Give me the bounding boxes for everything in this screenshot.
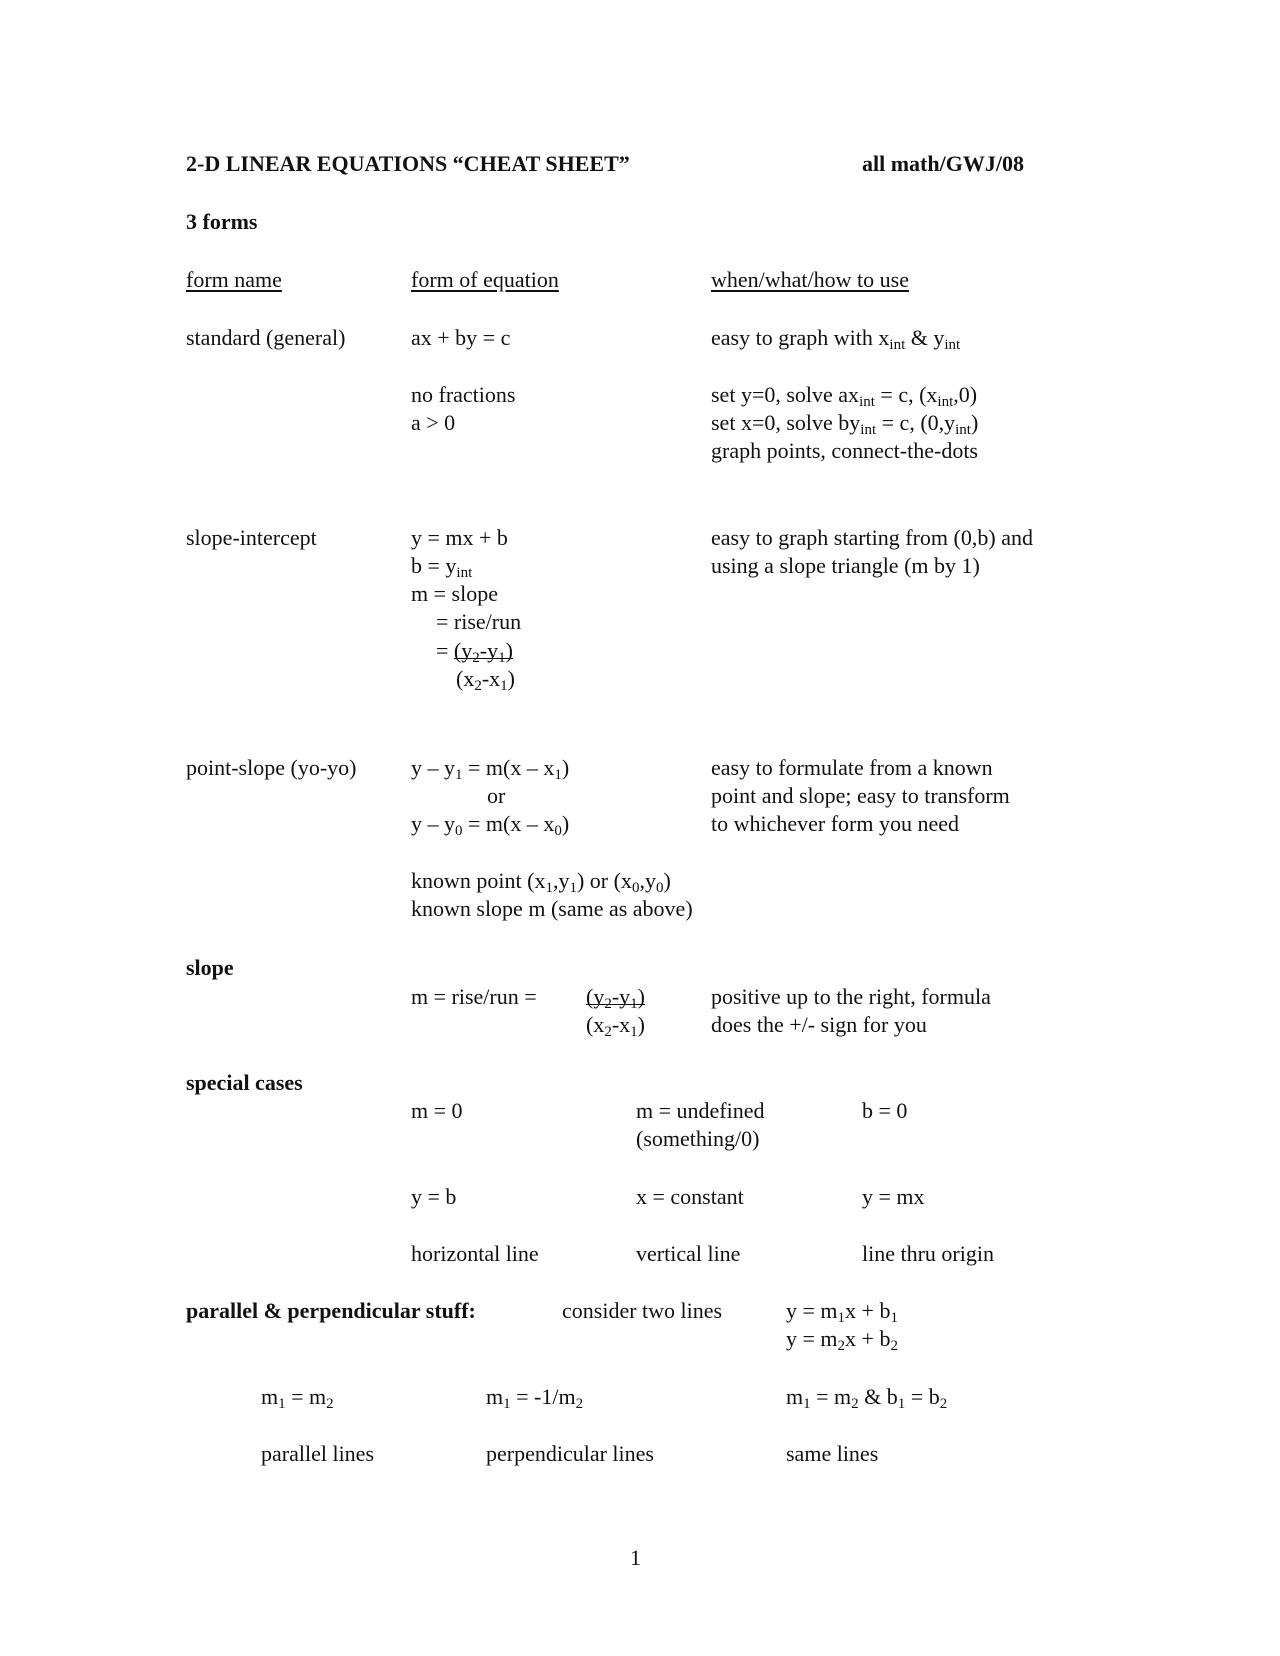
same-lines-condition: $m_1 = m_2$ & $b_1 = b_2$ <box>786 1384 948 1412</box>
special-case-origin-equation: y = mx <box>862 1184 925 1209</box>
standard-form-equation: ax + by = c <box>411 325 511 350</box>
slope-intercept-fraction-denominator: $(x_2-x_1)$ <box>456 666 515 694</box>
parallel-condition: $m_1 = m_2$ <box>261 1384 334 1412</box>
slope-formula-numerator: $(y_2-y_1)$ <box>586 984 645 1012</box>
parallel-consider-two-lines: consider two lines <box>562 1298 723 1323</box>
special-case-vertical-description: vertical line <box>636 1241 741 1266</box>
special-case-origin-condition: b = 0 <box>862 1098 908 1123</box>
standard-step-y-intercept: set x=0, solve $by_{int} = c$, $(0,y_{int})$ <box>711 410 979 438</box>
slope-intercept-equation: y = mx + b <box>411 525 508 550</box>
document-title: 2-D LINEAR EQUATIONS “CHEAT SHEET” <box>186 151 630 176</box>
slope-intercept-usage-line1: easy to graph starting from (0,b) and <box>711 525 1033 550</box>
point-slope-equation-2: $y - y_0 = m(x - x_0)$ <box>411 811 570 839</box>
slope-intercept-m-definition: m = slope <box>411 581 498 606</box>
slope-formula: m = rise/run = <box>411 984 537 1009</box>
standard-note-a-positive: a > 0 <box>411 410 456 435</box>
section-heading-forms: 3 forms <box>186 209 258 234</box>
page-number: 1 <box>630 1545 641 1570</box>
slope-intercept-b-definition: $b = y_{int}$ <box>411 553 473 581</box>
section-heading-parallel-perpendicular: parallel & perpendicular stuff: <box>186 1298 476 1323</box>
standard-step-graph: graph points, connect-the-dots <box>711 438 978 463</box>
document-author: all math/GWJ/08 <box>862 151 1024 176</box>
point-slope-known-slope: known slope m (same as above) <box>411 896 693 921</box>
slope-intercept-fraction-numerator: = $(y_2-y_1)$ <box>436 638 513 666</box>
column-header-form-equation: form of equation <box>411 267 559 292</box>
special-case-vertical-condition-note: (something/0) <box>636 1126 760 1151</box>
perpendicular-description: perpendicular lines <box>486 1441 654 1466</box>
standard-form-name: standard (general) <box>186 325 346 350</box>
section-heading-slope: slope <box>186 955 234 980</box>
slope-note-line2: does the +/- sign for you <box>711 1012 927 1037</box>
point-slope-usage-line1: easy to formulate from a known <box>711 755 993 780</box>
same-lines-description: same lines <box>786 1441 879 1466</box>
section-heading-special-cases: special cases <box>186 1070 303 1095</box>
point-slope-equation-1: $y - y_1 = m(x - x_1)$ <box>411 755 570 783</box>
special-case-vertical-equation: x = constant <box>636 1184 744 1209</box>
standard-note-no-fractions: no fractions <box>411 382 516 407</box>
parallel-description: parallel lines <box>261 1441 375 1466</box>
column-header-form-name: form name <box>186 267 282 292</box>
slope-intercept-rise-run: = rise/run <box>436 609 522 634</box>
column-header-usage: when/what/how to use <box>711 267 909 292</box>
special-case-vertical-condition: m = undefined <box>636 1098 765 1123</box>
point-slope-usage-line2: point and slope; easy to transform <box>711 783 1010 808</box>
special-case-horizontal-condition: m = 0 <box>411 1098 463 1123</box>
slope-intercept-usage-line2: using a slope triangle (m by 1) <box>711 553 980 578</box>
point-slope-or: or <box>487 783 506 808</box>
parallel-line-2: $y = m_2x + b_2$ <box>786 1326 898 1354</box>
perpendicular-condition: $m_1 = -1/m_2$ <box>486 1384 584 1412</box>
standard-step-x-intercept: set y=0, solve $ax_{int} = c$, $(x_{int},0)$ <box>711 382 978 410</box>
parallel-line-1: $y = m_1x + b_1$ <box>786 1298 898 1326</box>
standard-form-usage: easy to graph with $x_{int}$ & $y_{int}$ <box>711 325 961 353</box>
point-slope-known-point: known point $(x_1,y_1)$ or $(x_0,y_0)$ <box>411 868 671 896</box>
point-slope-usage-line3: to whichever form you need <box>711 811 960 836</box>
slope-formula-denominator: $(x_2-x_1)$ <box>586 1012 645 1040</box>
slope-note-line1: positive up to the right, formula <box>711 984 991 1009</box>
special-case-origin-description: line thru origin <box>862 1241 994 1266</box>
point-slope-name: point-slope (yo-yo) <box>186 755 357 780</box>
slope-intercept-name: slope-intercept <box>186 525 317 550</box>
special-case-horizontal-description: horizontal line <box>411 1241 539 1266</box>
special-case-horizontal-equation: y = b <box>411 1184 457 1209</box>
